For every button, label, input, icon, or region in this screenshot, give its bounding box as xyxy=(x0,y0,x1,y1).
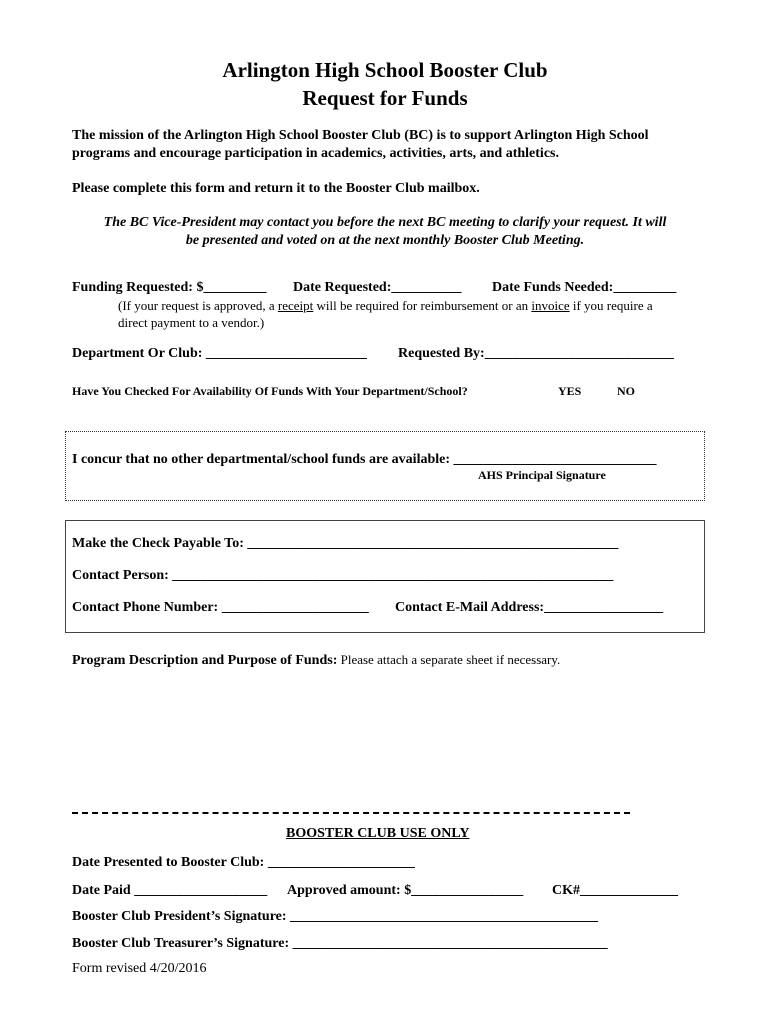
yes-option[interactable]: YES xyxy=(558,384,582,398)
invoice-word: invoice xyxy=(531,298,570,313)
no-option[interactable]: NO xyxy=(617,384,635,398)
program-description[interactable] xyxy=(72,651,560,669)
check-payable-to-field[interactable]: Make the Check Payable To: _____________________________________________________ xyxy=(72,536,619,551)
program-description-hint: Please attach a separate sheet if necessary. xyxy=(337,652,561,667)
contact-person-field[interactable]: Contact Person: _______________________________________________________________ xyxy=(72,568,614,583)
program-description-label: Program Description and Purpose of Funds: xyxy=(72,653,338,668)
receipt-note-line2: direct payment to a vendor.) xyxy=(118,315,265,330)
booster-use-heading: BOOSTER CLUB USE ONLY xyxy=(286,826,470,841)
requested-by-field[interactable]: Requested By:___________________________ xyxy=(398,346,674,361)
check-number-field[interactable]: CK#______________ xyxy=(552,883,678,898)
president-signature-field[interactable]: Booster Club President’s Signature: ____________________________________________ xyxy=(72,909,599,924)
contact-phone-field[interactable]: Contact Phone Number: _____________________ xyxy=(72,600,369,615)
receipt-word: receipt xyxy=(277,298,314,313)
mission-text-line2: programs and encourage participation in academics, activities, arts, and athletics. xyxy=(72,146,559,161)
date-funds-needed-field[interactable]: Date Funds Needed:_________ xyxy=(492,280,677,295)
contact-email-field[interactable]: Contact E-Mail Address:_________________ xyxy=(395,600,664,615)
date-presented-field[interactable]: Date Presented to Booster Club: _____________________ xyxy=(72,855,415,870)
principal-concur-field[interactable]: I concur that no other departmental/school funds are available: _____________________________ xyxy=(72,452,657,467)
receipt-note-part2: will be required for reimbursement or an xyxy=(313,298,532,313)
form-subtitle: Request for Funds xyxy=(302,86,468,110)
receipt-note-part3: if you require a xyxy=(569,298,653,313)
form-revision-note: Form revised 4/20/2016 xyxy=(72,961,207,976)
form-title: Arlington High School Booster Club xyxy=(222,58,548,82)
mission-text-line1: The mission of the Arlington High School Booster Club (BC) is to support Arlington High School xyxy=(72,128,649,143)
vp-note-line1: The BC Vice-President may contact you before the next BC meeting to clarify your request. It will xyxy=(103,215,667,230)
principal-signature-caption: AHS Principal Signature xyxy=(478,468,606,482)
receipt-note-part1: (If your request is approved, a xyxy=(118,298,278,313)
receipt-note-line1 xyxy=(118,298,653,314)
availability-question: Have You Checked For Availability Of Funds With Your Department/School? xyxy=(72,384,468,398)
date-requested-field[interactable]: Date Requested:__________ xyxy=(293,280,462,295)
approved-amount-field[interactable]: Approved amount: $________________ xyxy=(287,883,524,898)
date-paid-field[interactable]: Date Paid ___________________ xyxy=(72,883,268,898)
instruction-text: Please complete this form and return it to the Booster Club mailbox. xyxy=(72,181,480,196)
treasurer-signature-field[interactable]: Booster Club Treasurer’s Signature: _____________________________________________ xyxy=(72,936,608,951)
funding-requested-field[interactable]: Funding Requested: $_________ xyxy=(72,280,267,295)
department-or-club-field[interactable]: Department Or Club: _______________________ xyxy=(72,346,367,361)
vp-note-line2: be presented and voted on at the next monthly Booster Club Meeting. xyxy=(185,233,585,248)
section-divider xyxy=(72,812,630,814)
